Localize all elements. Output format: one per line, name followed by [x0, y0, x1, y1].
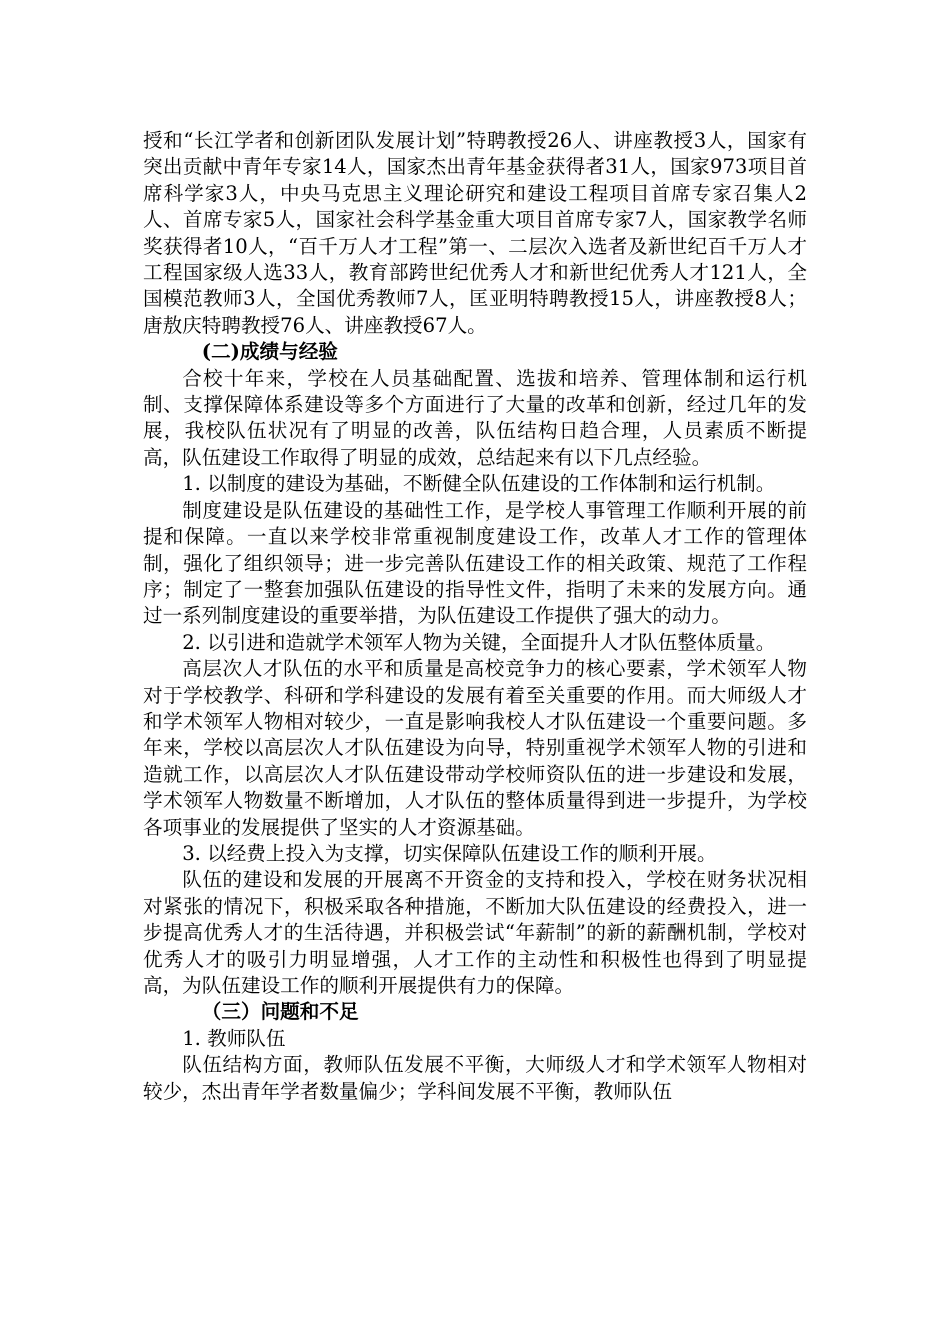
paragraph-point-1-body: 制度建设是队伍建设的基础性工作，是学校人事管理工作顺利开展的前提和保障。一直以来学校非常重视制度建设工作，改革人才工作的管理体制，强化了组织领导；进一步完善队伍建设工作的相关政策、规范了工作程序；制定了一整套加强队伍建设的指导性文件，指明了未来的发展方向。通过一系列制度建设的重要举措，为队伍建设工作提供了强大的动力。 [143, 498, 807, 628]
paragraph-teacher-team-body: 队伍结构方面，教师队伍发展不平衡，大师级人才和学术领军人物相对较少，杰出青年学者数量偏少；学科间发展不平衡，教师队伍 [143, 1053, 807, 1103]
paragraph-ten-year-overview: 合校十年来，学校在人员基础配置、选拔和培养、管理体制和运行机制、支撑保障体系建设等多个方面进行了大量的改革和创新，经过几年的发展，我校队伍状况有了明显的改善，队伍结构日趋合理，人员素质不断提高，队伍建设工作取得了明显的成效，总结起来有以下几点经验。 [143, 366, 807, 469]
paragraph-point-2-title: 2. 以引进和造就学术领军人物为关键，全面提升人才队伍整体质量。 [182, 630, 776, 654]
paragraph-point-1-title: 1. 以制度的建设为基础，不断健全队伍建设的工作体制和运行机制。 [182, 472, 776, 496]
section-heading-problems: （三）问题和不足 [201, 1000, 359, 1024]
paragraph-point-3-title: 3. 以经费上投入为支撑，切实保障队伍建设工作的顺利开展。 [182, 841, 717, 865]
paragraph-talent-statistics: 授和“长江学者和创新团队发展计划”特聘教授26人、讲座教授3人，国家有突出贡献中青年专家14人，国家杰出青年基金获得者31人，国家973项目首席科学家3人，中央马克思主义理论研究和建设工程项目首席专家召集人2人、首席专家5人，国家社会科学基金重大项目首席专家7人，国家教学名师奖获得者10人，“百千万人才工程”第一、二层次入选者及新世纪百千万人才工程国家级人选33人，教育部跨世纪优秀人才和新世纪优秀人才121人，全国模范教师3人，全国优秀教师7人，匡亚明特聘教授15人，讲座教授8人；唐敖庆特聘教授76人、讲座教授67人。 [143, 129, 807, 337]
paragraph-teacher-team-title: 1. 教师队伍 [182, 1026, 286, 1050]
document-page [143, 128, 807, 1105]
paragraph-point-2-body: 高层次人才队伍的水平和质量是高校竞争力的核心要素，学术领军人物对于学校教学、科研和学科建设的发展有着至关重要的作用。而大师级人才和学术领军人物相对较少，一直是影响我校人才队伍建设一个重要问题。多年来，学校以高层次人才队伍建设为向导，特别重视学术领军人物的引进和造就工作，以高层次人才队伍建设带动学校师资队伍的进一步建设和发展，学术领军人物数量不断增加，人才队伍的整体质量得到进一步提升，为学校各项事业的发展提供了坚实的人才资源基础。 [143, 657, 807, 839]
section-heading-achievements: (二)成绩与经验 [201, 340, 338, 364]
paragraph-point-3-body: 队伍的建设和发展的开展离不开资金的支持和投入，学校在财务状况相对紧张的情况下，积极采取各种措施，不断加大队伍建设的经费投入，进一步提高优秀人才的生活待遇，并积极尝试“年薪制”的新的薪酬机制，学校对优秀人才的吸引力明显增强，人才工作的主动性和积极性也得到了明显提高，为队伍建设工作的顺利开展提供有力的保障。 [143, 868, 807, 997]
